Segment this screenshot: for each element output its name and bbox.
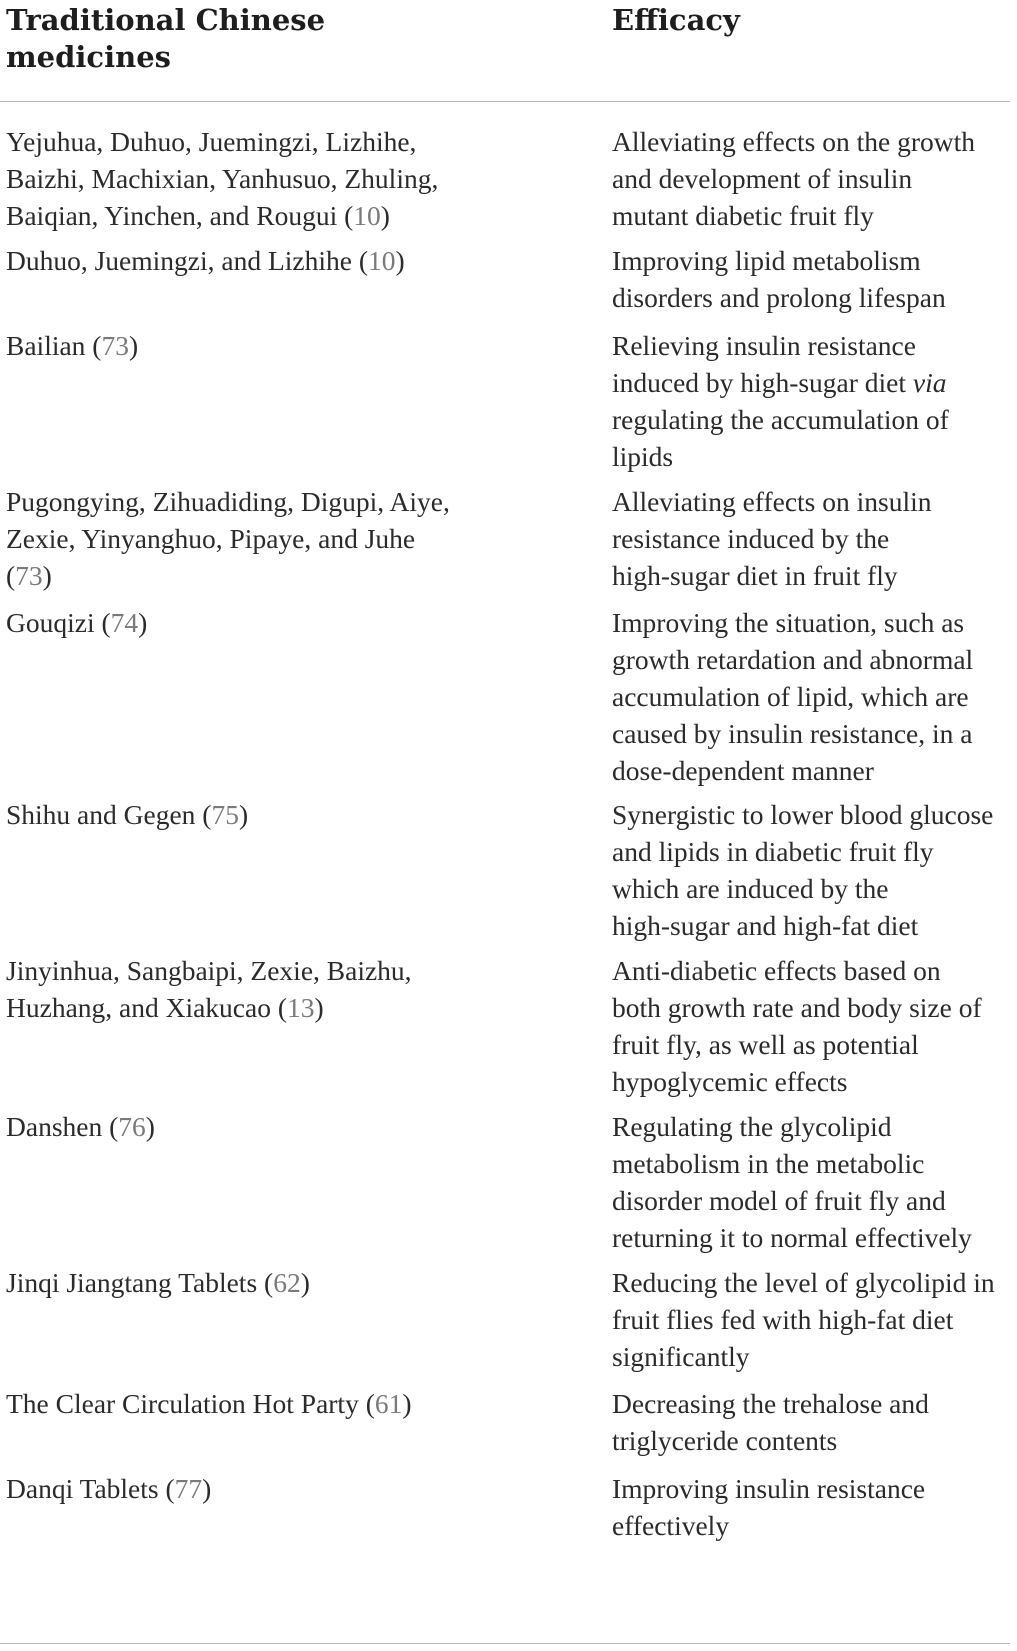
efficacy-text: growth retardation and abnormal [612,644,974,675]
efficacy-line [612,907,1017,944]
efficacy-text: Alleviating effects on the growth [612,126,976,157]
column-header-medicines [6,2,546,76]
efficacy-line [612,401,1017,438]
efficacy-line [612,1219,1017,1256]
efficacy-line [612,678,1017,715]
medicines-text: Danshen ( [6,1111,119,1142]
efficacy-line [612,327,1017,364]
efficacy-text: Alleviating effects on insulin [612,486,932,517]
medicines-cell [6,242,576,279]
efficacy-line [612,160,1017,197]
efficacy-line [612,1301,1017,1338]
medicines-text: Duhuo, Juemingzi, and Lizhihe ( [6,245,368,276]
medicines-line [6,604,576,641]
reference-number: 61 [374,1388,403,1419]
medicines-cell [6,1264,576,1301]
reference-number: 75 [211,799,239,830]
efficacy-text: effectively [612,1510,730,1541]
medicines-text: Bailian ( [6,330,102,361]
efficacy-line [612,557,1017,594]
efficacy-text: disorders and prolong lifespan [612,282,946,313]
medicines-text: Baizhi, Machixian, Yanhusuo, Zhuling, [6,163,439,194]
medicines-line [6,952,576,989]
efficacy-text: resistance induced by the [612,523,890,554]
efficacy-line [612,870,1017,907]
efficacy-text: induced by high-sugar diet [612,367,913,398]
efficacy-text: hypoglycemic effects [612,1066,848,1097]
efficacy-cell [612,604,1017,789]
efficacy-text: and development of insulin [612,163,913,194]
medicines-line [6,483,576,520]
reference-close: ) [402,1388,412,1419]
medicines-text: Gouqizi ( [6,607,111,638]
medicines-text: The Clear Circulation Hot Party ( [6,1388,375,1419]
medicines-line [6,1470,576,1507]
efficacy-text: caused by insulin resistance, in a [612,718,973,749]
reference-close: ) [238,799,249,830]
reference-close: ) [202,1473,212,1504]
efficacy-line [612,952,1017,989]
reference-number: 13 [287,992,315,1023]
reference-number: 62 [273,1267,301,1298]
efficacy-line [612,1182,1017,1219]
reference-close: ) [138,607,148,638]
efficacy-text: fruit fly, as well as potential [612,1029,919,1060]
efficacy-text: fruit flies fed with high-fat diet [612,1304,954,1335]
efficacy-text: dose-dependent manner [612,755,874,786]
medicines-text: Huzhang, and Xiakucao ( [6,992,288,1023]
efficacy-text: accumulation of lipid, which are [612,681,969,712]
medicines-cell [6,604,576,641]
medicines-cell [6,123,576,234]
efficacy-line [612,1264,1017,1301]
efficacy-line [612,796,1017,833]
reference-number: 74 [110,607,139,638]
efficacy-line [612,641,1017,678]
efficacy-text: Reducing the level of glycolipid in [612,1267,995,1298]
efficacy-text: both growth rate and body size of [612,992,982,1023]
efficacy-line [612,1145,1017,1182]
medicines-text: Jinqi Jiangtang Tablets ( [6,1267,274,1298]
efficacy-line [612,833,1017,870]
efficacy-line [612,1063,1017,1100]
efficacy-line [612,364,1017,401]
reference-close: ) [380,200,390,231]
medicines-text: Pugongying, Zihuadiding, Digupi, Aiye, [6,486,450,517]
medicines-cell [6,952,576,1026]
efficacy-text: Relieving insulin resistance [612,330,916,361]
reference-close: ) [395,245,405,276]
reference-close: ) [42,560,52,591]
efficacy-italic: via [912,367,947,398]
efficacy-cell [612,327,1017,475]
efficacy-text: and lipids in diabetic fruit fly [612,836,934,867]
medicines-cell [6,1470,576,1507]
medicines-line [6,796,576,833]
efficacy-line [612,197,1017,234]
efficacy-line [612,1422,1017,1459]
efficacy-cell [612,1470,1017,1544]
efficacy-text: disorder model of fruit fly and [612,1185,946,1216]
efficacy-cell [612,1264,1017,1375]
efficacy-text: returning it to normal effectively [612,1222,972,1253]
reference-number: 10 [353,200,381,231]
efficacy-line [612,438,1017,475]
efficacy-line [612,1026,1017,1063]
reference-number: 10 [368,245,396,276]
reference-number: 73 [101,330,129,361]
efficacy-line [612,604,1017,641]
efficacy-line [612,1338,1017,1375]
efficacy-text: mutant diabetic fruit fly [612,200,874,231]
medicines-text: Zexie, Yinyanghuo, Pipaye, and Juhe [6,523,416,554]
medicines-line [6,1264,576,1301]
reference-number: 76 [118,1111,146,1142]
header-line: Traditional Chinese [6,3,326,37]
medicines-line [6,520,576,557]
efficacy-text: Improving the situation, such as [612,607,965,638]
efficacy-text: metabolism in the metabolic [612,1148,925,1179]
efficacy-text: significantly [612,1341,750,1372]
medicines-text: ( [6,560,16,591]
efficacy-line [612,123,1017,160]
efficacy-cell [612,1108,1017,1256]
medicines-line [6,123,576,160]
medicines-line [6,327,576,364]
medicines-line [6,989,576,1026]
medicines-line [6,1108,576,1145]
medicines-line [6,1385,576,1422]
efficacy-text: Synergistic to lower blood glucose [612,799,994,830]
efficacy-text: lipids [612,441,674,472]
efficacy-cell [612,242,1017,316]
efficacy-cell [612,1385,1017,1459]
medicines-cell [6,1108,576,1145]
column-header-efficacy [612,2,1012,39]
efficacy-text: Improving lipid metabolism [612,245,921,276]
medicines-text: Danqi Tablets ( [6,1473,175,1504]
efficacy-line [612,520,1017,557]
efficacy-text: which are induced by the [612,873,889,904]
efficacy-cell [612,952,1017,1100]
efficacy-cell [612,796,1017,944]
efficacy-line [612,1507,1017,1544]
efficacy-text: triglyceride contents [612,1425,838,1456]
medicines-text: Jinyinhua, Sangbaipi, Zexie, Baizhu, [6,955,412,986]
efficacy-text: Regulating the glycolipid [612,1111,892,1142]
table-bottom-divider [0,1643,1010,1644]
efficacy-cell [612,123,1017,234]
efficacy-line [612,1385,1017,1422]
header-divider [0,101,1010,102]
efficacy-text: Decreasing the trehalose and [612,1388,929,1419]
efficacy-text: high-sugar and high-fat diet [612,910,919,941]
reference-close: ) [314,992,324,1023]
medicines-line [6,197,576,234]
medicines-text: Shihu and Gegen ( [6,799,212,830]
medicines-cell [6,483,576,594]
reference-number: 73 [15,560,43,591]
efficacy-line [612,1470,1017,1507]
efficacy-text: Anti-diabetic effects based on [612,955,941,986]
medicines-text: Baiqian, Yinchen, and Rougui ( [6,200,354,231]
medicines-cell [6,796,576,833]
efficacy-cell [612,483,1017,594]
efficacy-line [612,715,1017,752]
reference-number: 77 [174,1473,203,1504]
reference-close: ) [300,1267,310,1298]
reference-close: ) [128,330,139,361]
medicines-cell [6,1385,576,1422]
efficacy-line [612,242,1017,279]
header-line: Efficacy [612,3,740,37]
medicines-text: Yejuhua, Duhuo, Juemingzi, Lizhihe, [6,126,417,157]
reference-close: ) [145,1111,155,1142]
medicines-line [6,160,576,197]
efficacy-text: regulating the accumulation of [612,404,949,435]
medicines-line [6,242,576,279]
efficacy-text: Improving insulin resistance [612,1473,926,1504]
efficacy-line [612,752,1017,789]
efficacy-line [612,483,1017,520]
medicines-cell [6,327,576,364]
efficacy-line [612,279,1017,316]
header-line: medicines [6,40,171,74]
medicines-line [6,557,576,594]
efficacy-line [612,989,1017,1026]
efficacy-text: high-sugar diet in fruit fly [612,560,898,591]
efficacy-line [612,1108,1017,1145]
